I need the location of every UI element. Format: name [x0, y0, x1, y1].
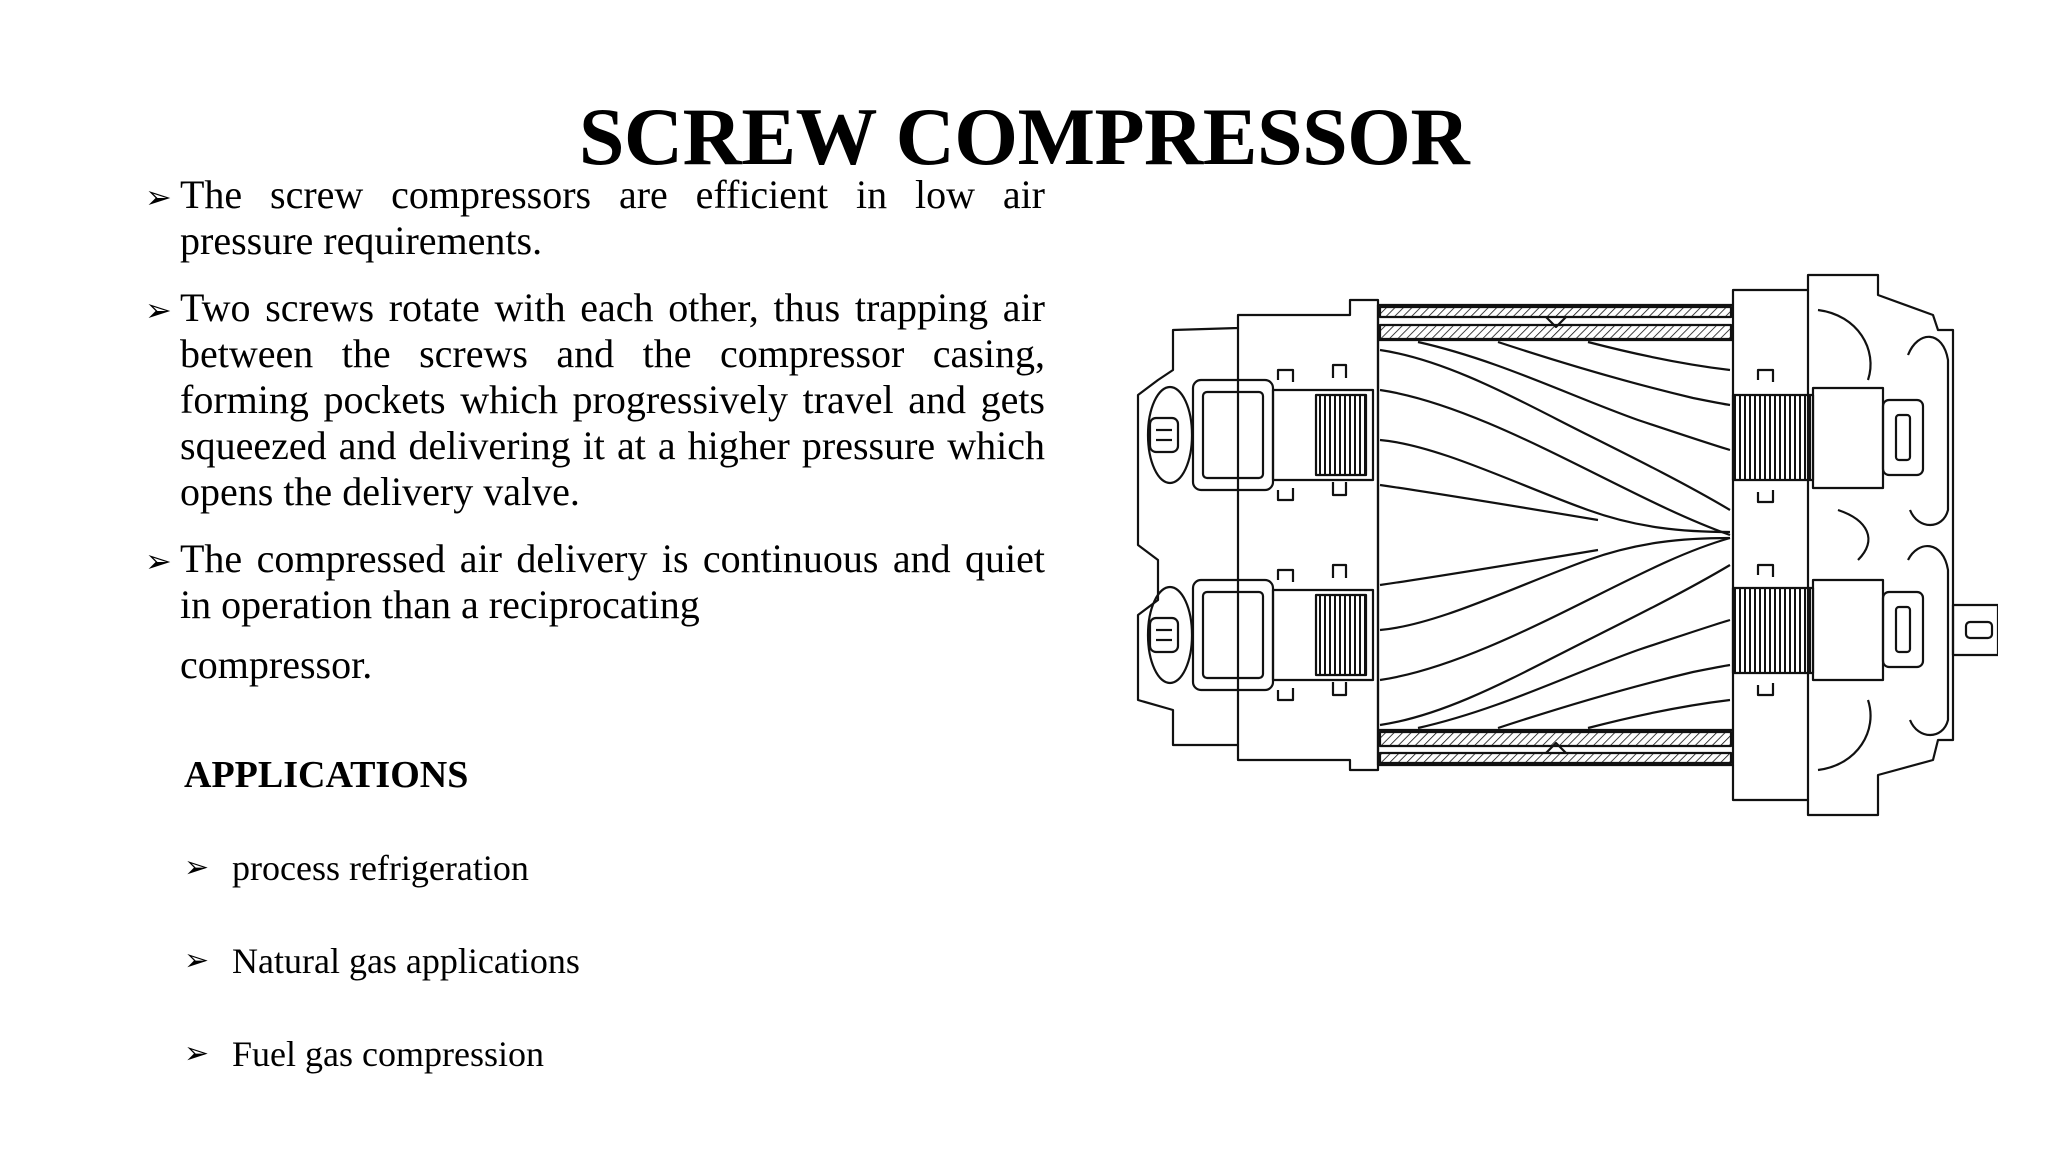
- bullet-item-delivery: [145, 536, 1045, 688]
- application-item: [184, 938, 580, 1031]
- bullet-item-operation: [145, 285, 1045, 515]
- application-text: process refrigeration: [232, 848, 529, 888]
- bullet-text-end: compressor.: [180, 642, 373, 687]
- application-item: [184, 1031, 580, 1124]
- arrow-bullet-icon: ➢: [184, 1037, 210, 1070]
- application-item: [184, 845, 580, 938]
- bullet-text: The compressed air delivery is continuous and quiet in operation than a reciprocating: [180, 536, 1045, 627]
- arrow-bullet-icon: ➢: [145, 543, 172, 579]
- slide-title: SCREW COMPRESSOR: [578, 90, 1470, 182]
- application-text: Natural gas applications: [232, 941, 580, 981]
- applications-list: [184, 845, 580, 1124]
- application-text: Fuel gas compression: [232, 1034, 544, 1074]
- description-bullet-list: [145, 172, 1045, 709]
- arrow-bullet-icon: ➢: [145, 292, 172, 328]
- screw-compressor-diagram: [1118, 270, 1998, 830]
- arrow-bullet-icon: ➢: [145, 179, 172, 215]
- bullet-item-efficiency: [145, 172, 1045, 264]
- bullet-text: The screw compressors are efficient in low air pressure requirements.: [180, 172, 1045, 263]
- arrow-bullet-icon: ➢: [184, 851, 210, 884]
- screw-compressor-cross-section-icon: [1118, 270, 1998, 830]
- bullet-text: Two screws rotate with each other, thus trapping air between the screws and the compressor casing, forming pockets which progressively travel and gets squeezed and delivering it at a higher pressure which opens the delivery valve.: [180, 285, 1045, 514]
- applications-heading: APPLICATIONS: [184, 754, 469, 796]
- arrow-bullet-icon: ➢: [184, 944, 210, 977]
